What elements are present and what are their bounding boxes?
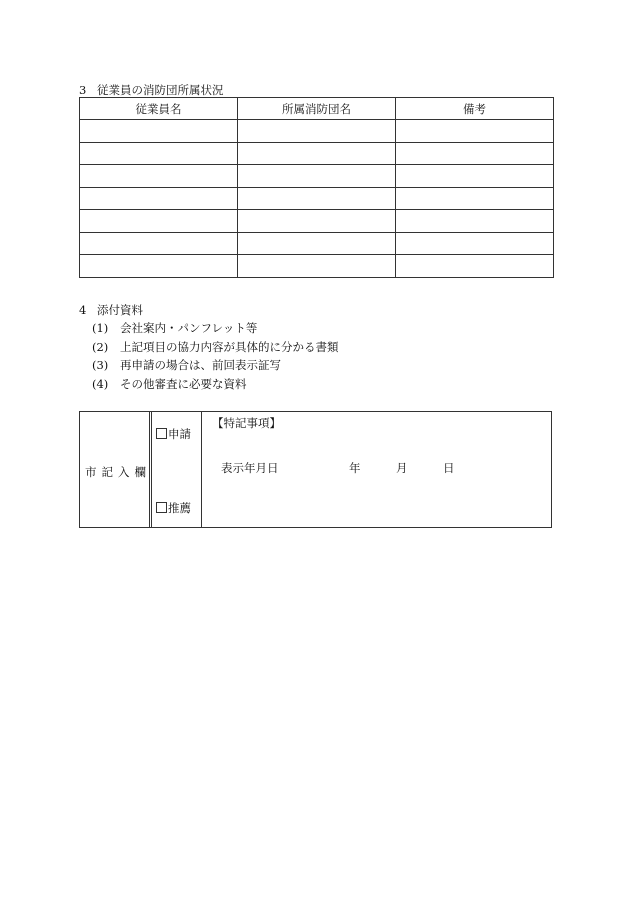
- checkbox-square-icon: [156, 502, 167, 513]
- cell-fire-brigade-name[interactable]: [238, 142, 396, 165]
- cell-fire-brigade-name[interactable]: [238, 210, 396, 233]
- header-fire-brigade-name: 所属消防団名: [238, 98, 396, 120]
- table-row: [80, 142, 554, 165]
- section4-title-text: 添付資料: [97, 303, 143, 317]
- attachment-list: [92, 320, 339, 394]
- recommend-label: 推薦: [168, 501, 191, 515]
- recommend-checkbox[interactable]: [156, 500, 191, 516]
- application-label: 申請: [168, 427, 191, 441]
- display-date-row: [221, 460, 511, 476]
- table-row: [80, 187, 554, 210]
- list-item-text: 上記項目の協力内容が具体的に分かる書類: [120, 339, 339, 354]
- cell-remarks[interactable]: [396, 120, 554, 143]
- cell-employee-name[interactable]: [80, 232, 238, 255]
- list-item-number: (4): [92, 376, 109, 391]
- cell-employee-name[interactable]: [80, 142, 238, 165]
- city-label-cell: [80, 412, 152, 527]
- section3-number: 3: [79, 83, 87, 97]
- cell-employee-name[interactable]: [80, 120, 238, 143]
- table-row: [80, 210, 554, 233]
- application-checkbox[interactable]: [156, 426, 191, 442]
- cell-fire-brigade-name[interactable]: [238, 187, 396, 210]
- cell-remarks[interactable]: [396, 187, 554, 210]
- cell-remarks[interactable]: [396, 165, 554, 188]
- employee-fire-brigade-table: [79, 97, 554, 278]
- list-item-number: (1): [92, 321, 109, 335]
- list-item: [92, 357, 339, 376]
- day-label[interactable]: 日: [443, 461, 455, 475]
- header-employee-name: 従業員名: [80, 98, 238, 120]
- table-row: [80, 255, 554, 278]
- cell-remarks[interactable]: [396, 255, 554, 278]
- header-remarks: 備考: [396, 98, 554, 120]
- list-item-text: 再申請の場合は、前回表示証写: [120, 358, 281, 372]
- table-row: [80, 232, 554, 255]
- city-use-box: [79, 411, 552, 528]
- list-item: [92, 339, 339, 358]
- cell-fire-brigade-name[interactable]: [238, 255, 396, 278]
- cell-remarks[interactable]: [396, 210, 554, 233]
- checkbox-square-icon: [156, 428, 167, 439]
- list-item-text: その他審査に必要な資料: [120, 376, 247, 391]
- cell-fire-brigade-name[interactable]: [238, 165, 396, 188]
- list-item-number: (2): [92, 339, 109, 354]
- section4-number: 4: [79, 303, 87, 317]
- cell-remarks[interactable]: [396, 142, 554, 165]
- month-label[interactable]: 月: [396, 461, 408, 475]
- section3-title-text: 従業員の消防団所属状況: [97, 83, 224, 97]
- cell-fire-brigade-name[interactable]: [238, 120, 396, 143]
- list-item: [92, 320, 339, 339]
- cell-fire-brigade-name[interactable]: [238, 232, 396, 255]
- cell-employee-name[interactable]: [80, 165, 238, 188]
- table-header-row: [80, 98, 554, 120]
- cell-remarks[interactable]: [396, 232, 554, 255]
- cell-employee-name[interactable]: [80, 187, 238, 210]
- section3-title: [79, 82, 224, 98]
- list-item-number: (3): [92, 358, 109, 372]
- table-row: [80, 120, 554, 143]
- section4-title: [79, 302, 143, 318]
- cell-employee-name[interactable]: [80, 255, 238, 278]
- city-use-label: 市記入欄: [85, 465, 151, 479]
- special-remarks-title: 【特記事項】: [212, 416, 281, 430]
- cell-employee-name[interactable]: [80, 210, 238, 233]
- year-label[interactable]: 年: [349, 461, 361, 475]
- list-item-text: 会社案内・パンフレット等: [120, 321, 258, 335]
- display-date-label: 表示年月日: [221, 461, 279, 475]
- list-item: [92, 376, 339, 395]
- table-row: [80, 165, 554, 188]
- check-cell: [152, 412, 202, 527]
